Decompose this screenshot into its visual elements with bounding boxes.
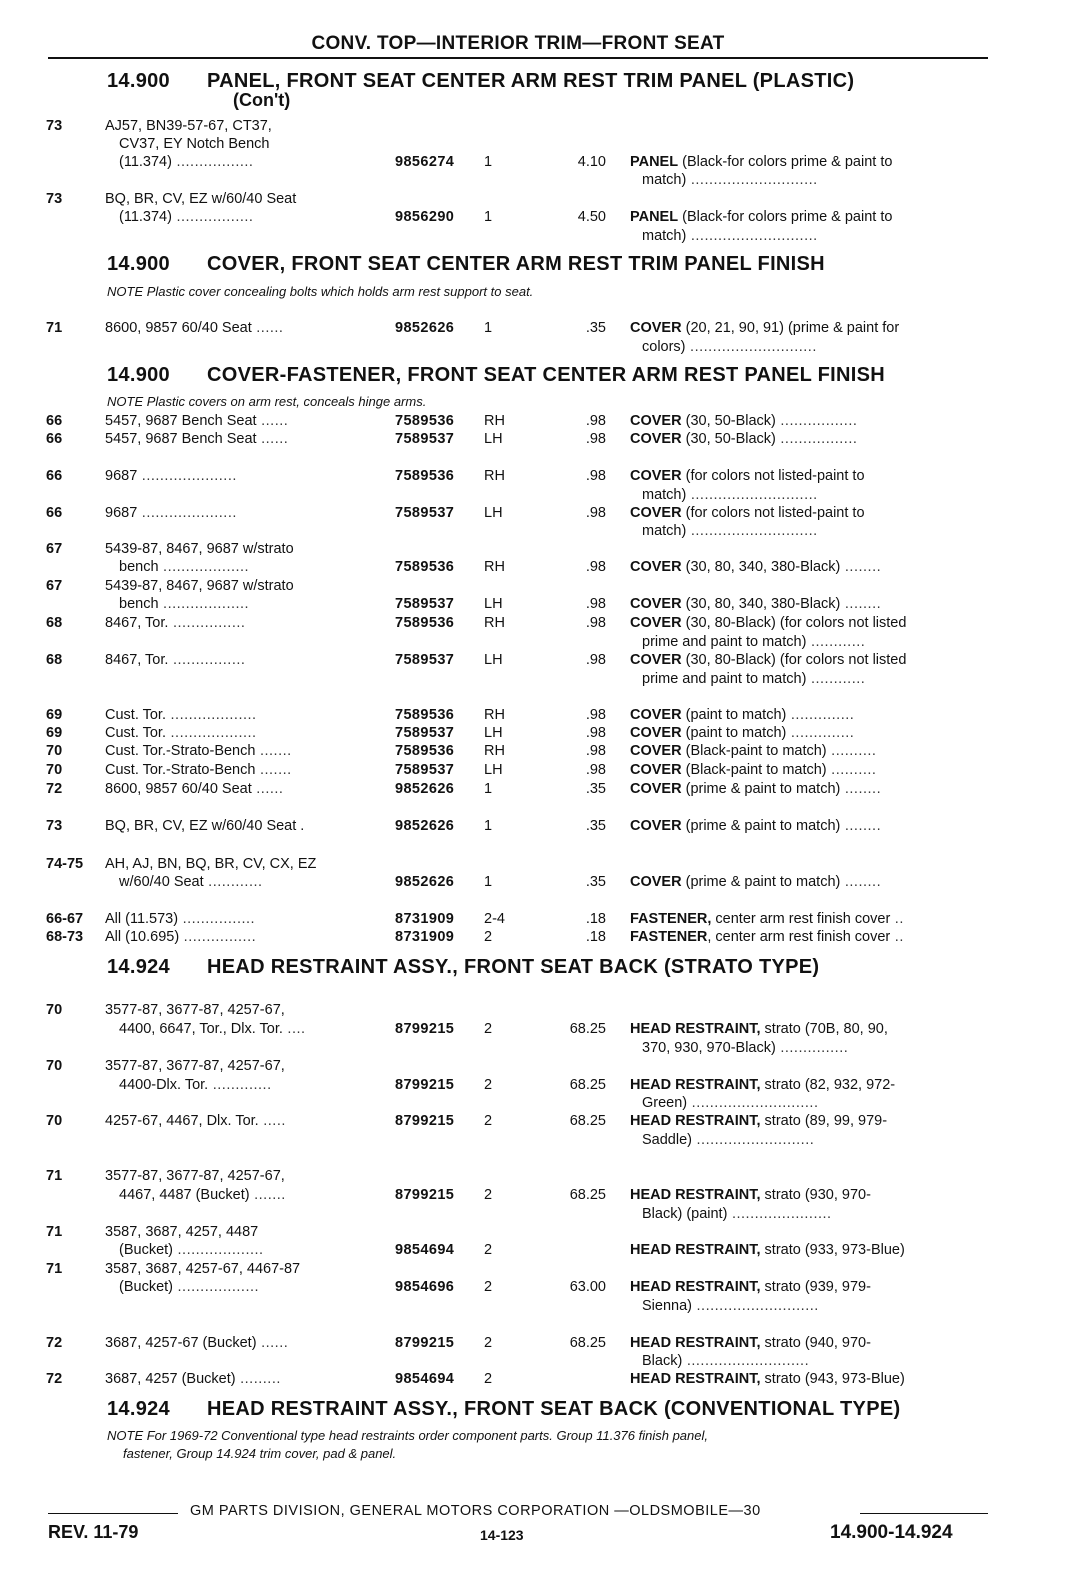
model-usage: 9687 .....................: [105, 505, 237, 521]
parts-row: [0, 761, 1075, 781]
parts-row: [0, 1039, 1075, 1059]
description: FASTENER, center arm rest finish cover ..: [630, 929, 904, 945]
section-title: COVER, FRONT SEAT CENTER ARM REST TRIM PANEL FINISH: [207, 253, 825, 275]
quantity: LH: [484, 725, 503, 741]
description: HEAD RESTRAINT, strato (930, 970-: [630, 1187, 871, 1203]
price: .98: [585, 762, 606, 778]
quantity: LH: [484, 505, 503, 521]
description: match) ............................: [642, 228, 818, 244]
parts-row: [0, 1205, 1075, 1225]
parts-row: [0, 595, 1075, 615]
illustration-number: 69: [46, 707, 63, 723]
section-number: 14.900: [107, 70, 170, 92]
quantity: RH: [484, 468, 505, 484]
part-number: 9852626: [395, 781, 455, 797]
model-usage: 9687 .....................: [105, 468, 237, 484]
model-usage: 3587, 3687, 4257, 4487: [105, 1224, 259, 1240]
parts-row: [0, 486, 1075, 506]
part-number: 7589537: [395, 505, 455, 521]
model-usage: 4257-67, 4467, Dlx. Tor. .....: [105, 1113, 286, 1129]
description: COVER (30, 80, 340, 380-Black) ........: [630, 596, 882, 612]
section-note-continued: fastener, Group 14.924 trim cover, pad & panel.: [123, 1446, 397, 1461]
description: HEAD RESTRAINT, strato (82, 932, 972-: [630, 1077, 896, 1093]
model-usage: bench ...................: [119, 559, 250, 575]
parts-row: [0, 1001, 1075, 1021]
parts-row: [0, 1057, 1075, 1077]
part-number: 9854694: [395, 1242, 455, 1258]
description: COVER (20, 21, 90, 91) (prime & paint for: [630, 320, 900, 336]
quantity: 2: [484, 1242, 493, 1258]
part-number: 8799215: [395, 1113, 455, 1129]
quantity: 2-4: [484, 911, 505, 927]
section-title: HEAD RESTRAINT ASSY., FRONT SEAT BACK (STRATO TYPE): [207, 956, 820, 978]
description: PANEL (Black-for colors prime & paint to: [630, 209, 893, 225]
part-number: 7589536: [395, 559, 455, 575]
parts-row: [0, 670, 1075, 690]
model-usage: Cust. Tor. ...................: [105, 725, 257, 741]
illustration-number: 69: [46, 725, 63, 741]
illustration-number: 67: [46, 541, 63, 557]
parts-row: [0, 1131, 1075, 1151]
model-usage: 8600, 9857 60/40 Seat ......: [105, 781, 284, 797]
parts-row: [0, 117, 1075, 137]
model-usage: (11.374) .................: [119, 209, 254, 225]
price: .18: [585, 911, 606, 927]
parts-row: [0, 1020, 1075, 1040]
quantity: 1: [484, 874, 493, 890]
part-number: 8731909: [395, 929, 455, 945]
price: .98: [585, 596, 606, 612]
illustration-number: 70: [46, 1113, 63, 1129]
part-number: 9854696: [395, 1279, 455, 1295]
quantity: 1: [484, 154, 493, 170]
quantity: 1: [484, 781, 493, 797]
illustration-number: 71: [46, 1224, 63, 1240]
description: COVER (Black-paint to match) ..........: [630, 743, 877, 759]
quantity: RH: [484, 615, 505, 631]
quantity: 2: [484, 1077, 493, 1093]
description: PANEL (Black-for colors prime & paint to: [630, 154, 893, 170]
section-number: 14.924: [107, 1398, 170, 1420]
model-usage: All (10.695) ................: [105, 929, 257, 945]
parts-row: [0, 910, 1075, 930]
parts-row: [0, 1076, 1075, 1096]
part-number: 9852626: [395, 818, 455, 834]
part-number: 8799215: [395, 1187, 455, 1203]
model-usage: 5457, 9687 Bench Seat ......: [105, 413, 289, 429]
model-usage: 4400, 6647, Tor., Dlx. Tor. ....: [119, 1021, 306, 1037]
parts-row: [0, 1352, 1075, 1372]
part-number: 9852626: [395, 874, 455, 890]
model-usage: 4467, 4487 (Bucket) .......: [119, 1187, 286, 1203]
illustration-number: 71: [46, 1168, 63, 1184]
parts-row: [0, 1223, 1075, 1243]
description: HEAD RESTRAINT, strato (933, 973-Blue): [630, 1242, 905, 1258]
section-range: 14.900-14.924: [830, 1522, 953, 1543]
description: colors) ............................: [642, 339, 817, 355]
price: .18: [585, 929, 606, 945]
quantity: LH: [484, 762, 503, 778]
model-usage: AJ57, BN39-57-67, CT37,: [105, 118, 272, 134]
description: COVER (for colors not listed-paint to: [630, 468, 865, 484]
section-number: 14.924: [107, 956, 170, 978]
illustration-number: 70: [46, 1002, 63, 1018]
parts-row: [0, 928, 1075, 948]
parts-row: [0, 1186, 1075, 1206]
illustration-number: 72: [46, 1335, 63, 1351]
price: 63.00: [569, 1279, 606, 1295]
header-rule: [48, 57, 988, 59]
parts-row: [0, 190, 1075, 210]
quantity: 2: [484, 1335, 493, 1351]
part-number: 9852626: [395, 320, 455, 336]
illustration-number: 66: [46, 505, 63, 521]
section-heading: [107, 70, 854, 93]
price: .98: [585, 559, 606, 575]
price: 68.25: [569, 1335, 606, 1351]
quantity: 2: [484, 1187, 493, 1203]
price: 4.10: [577, 154, 606, 170]
description: HEAD RESTRAINT, strato (940, 970-: [630, 1335, 871, 1351]
price: .98: [585, 615, 606, 631]
parts-row: [0, 873, 1075, 893]
parts-row: [0, 1370, 1075, 1390]
illustration-number: 71: [46, 320, 63, 336]
section-heading: [107, 1398, 900, 1421]
description: match) ............................: [642, 172, 818, 188]
price: .35: [585, 818, 606, 834]
model-usage: 4400-Dlx. Tor. .............: [119, 1077, 272, 1093]
quantity: LH: [484, 652, 503, 668]
parts-row: [0, 780, 1075, 800]
section-note: NOTE Plastic cover concealing bolts which holds arm rest support to seat.: [107, 284, 534, 299]
part-number: 8731909: [395, 911, 455, 927]
description: HEAD RESTRAINT, strato (70B, 80, 90,: [630, 1021, 888, 1037]
quantity: 1: [484, 818, 493, 834]
parts-row: [0, 522, 1075, 542]
price: .98: [585, 505, 606, 521]
price: 68.25: [569, 1021, 606, 1037]
section-heading: [107, 253, 825, 276]
section-heading: [107, 956, 819, 979]
parts-row: [0, 855, 1075, 875]
description: Black) ...........................: [642, 1353, 810, 1369]
illustration-number: 72: [46, 1371, 63, 1387]
model-usage: BQ, BR, CV, EZ w/60/40 Seat: [105, 191, 297, 207]
model-usage: 3687, 4257-67 (Bucket) ......: [105, 1335, 289, 1351]
parts-row: [0, 467, 1075, 487]
model-usage: 3577-87, 3677-87, 4257-67,: [105, 1002, 285, 1018]
illustration-number: 74-75: [46, 856, 84, 872]
price: 68.25: [569, 1113, 606, 1129]
description: COVER (paint to match) ..............: [630, 707, 855, 723]
parts-row: [0, 651, 1075, 671]
parts-row: [0, 319, 1075, 339]
parts-row: [0, 742, 1075, 762]
quantity: 2: [484, 929, 493, 945]
parts-row: [0, 540, 1075, 560]
quantity: LH: [484, 596, 503, 612]
illustration-number: 70: [46, 743, 63, 759]
illustration-number: 71: [46, 1261, 63, 1277]
price: 68.25: [569, 1077, 606, 1093]
illustration-number: 70: [46, 1058, 63, 1074]
model-usage: (Bucket) ..................: [119, 1279, 260, 1295]
quantity: 2: [484, 1113, 493, 1129]
model-usage: 5439-87, 8467, 9687 w/strato: [105, 578, 294, 594]
part-number: 7589536: [395, 413, 455, 429]
model-usage: Cust. Tor.-Strato-Bench .......: [105, 743, 292, 759]
parts-row: [0, 1241, 1075, 1261]
page-title: CONV. TOP—INTERIOR TRIM—FRONT SEAT: [311, 33, 725, 54]
parts-row: [0, 1297, 1075, 1317]
model-usage: 3577-87, 3677-87, 4257-67,: [105, 1058, 285, 1074]
price: .98: [585, 743, 606, 759]
description: COVER (prime & paint to match) ........: [630, 818, 882, 834]
parts-row: [0, 817, 1075, 837]
quantity: RH: [484, 559, 505, 575]
description: prime and paint to match) ............: [642, 634, 866, 650]
parts-row: [0, 1260, 1075, 1280]
page-number: 14-123: [480, 1527, 524, 1543]
model-usage: Cust. Tor. ...................: [105, 707, 257, 723]
model-usage: 3577-87, 3677-87, 4257-67,: [105, 1168, 285, 1184]
illustration-number: 72: [46, 781, 63, 797]
illustration-number: 66-67: [46, 911, 84, 927]
illustration-number: 66: [46, 431, 63, 447]
parts-row: [0, 1334, 1075, 1354]
part-number: 7589536: [395, 468, 455, 484]
model-usage: w/60/40 Seat ............: [119, 874, 263, 890]
model-usage: BQ, BR, CV, EZ w/60/40 Seat .: [105, 818, 305, 834]
section-continued: (Con't): [233, 90, 291, 110]
price: 68.25: [569, 1187, 606, 1203]
section-title: PANEL, FRONT SEAT CENTER ARM REST TRIM PANEL (PLASTIC): [207, 70, 855, 92]
illustration-number: 70: [46, 762, 63, 778]
part-number: 7589537: [395, 762, 455, 778]
parts-row: [0, 558, 1075, 578]
illustration-number: 68: [46, 652, 63, 668]
section-number: 14.900: [107, 253, 170, 275]
illustration-number: 67: [46, 578, 63, 594]
price: .35: [585, 320, 606, 336]
model-usage: 8467, Tor. ................: [105, 652, 246, 668]
description: Black) (paint) ......................: [642, 1206, 832, 1222]
price: .35: [585, 874, 606, 890]
parts-row: [0, 1094, 1075, 1114]
footer-division: GM PARTS DIVISION, GENERAL MOTORS CORPORATION —OLDSMOBILE—30: [190, 1503, 761, 1519]
price: .35: [585, 781, 606, 797]
model-usage: 3587, 3687, 4257-67, 4467-87: [105, 1261, 301, 1277]
section-title: HEAD RESTRAINT ASSY., FRONT SEAT BACK (CONVENTIONAL TYPE): [207, 1398, 901, 1420]
parts-row: [0, 504, 1075, 524]
part-number: 7589537: [395, 725, 455, 741]
quantity: LH: [484, 431, 503, 447]
illustration-number: 73: [46, 118, 63, 134]
part-number: 8799215: [395, 1077, 455, 1093]
quantity: 2: [484, 1279, 493, 1295]
description: COVER (30, 50-Black) .................: [630, 413, 858, 429]
illustration-number: 66: [46, 468, 63, 484]
parts-row: [0, 338, 1075, 358]
description: Green) ............................: [642, 1095, 819, 1111]
parts-row: [0, 430, 1075, 450]
model-usage: 8467, Tor. ................: [105, 615, 246, 631]
price: .98: [585, 652, 606, 668]
parts-row: [0, 135, 1075, 155]
quantity: 2: [484, 1371, 493, 1387]
section-number: 14.900: [107, 364, 170, 386]
model-usage: CV37, EY Notch Bench: [119, 136, 270, 152]
description: COVER (30, 80-Black) (for colors not listed: [630, 652, 907, 668]
illustration-number: 73: [46, 191, 63, 207]
quantity: RH: [484, 707, 505, 723]
description: prime and paint to match) ............: [642, 671, 866, 687]
description: COVER (Black-paint to match) ..........: [630, 762, 877, 778]
parts-row: [0, 1278, 1075, 1298]
section-note: NOTE For 1969-72 Conventional type head restraints order component parts. Group 11.376 finish panel,: [107, 1428, 708, 1443]
model-usage: AH, AJ, BN, BQ, BR, CV, CX, EZ: [105, 856, 317, 872]
part-number: 9856290: [395, 209, 455, 225]
price: 4.50: [577, 209, 606, 225]
parts-row: [0, 208, 1075, 228]
part-number: 7589537: [395, 652, 455, 668]
part-number: 7589537: [395, 431, 455, 447]
parts-row: [0, 1112, 1075, 1132]
description: COVER (prime & paint to match) ........: [630, 781, 882, 797]
quantity: 2: [484, 1021, 493, 1037]
model-usage: (11.374) .................: [119, 154, 254, 170]
quantity: 1: [484, 209, 493, 225]
price: .98: [585, 725, 606, 741]
model-usage: All (11.573) ................: [105, 911, 256, 927]
illustration-number: 68: [46, 615, 63, 631]
model-usage: bench ...................: [119, 596, 250, 612]
description: COVER (30, 80, 340, 380-Black) ........: [630, 559, 882, 575]
quantity: RH: [484, 743, 505, 759]
part-number: 7589536: [395, 743, 455, 759]
section-note: NOTE Plastic covers on arm rest, conceals hinge arms.: [107, 394, 427, 409]
footer-rule-left: [48, 1513, 178, 1514]
quantity: RH: [484, 413, 505, 429]
description: COVER (30, 50-Black) .................: [630, 431, 858, 447]
illustration-number: 73: [46, 818, 63, 834]
footer-rule-right: [860, 1513, 988, 1514]
description: Sienna) ...........................: [642, 1298, 819, 1314]
description: COVER (30, 80-Black) (for colors not listed: [630, 615, 907, 631]
part-number: 9856274: [395, 154, 455, 170]
illustration-number: 66: [46, 413, 63, 429]
description: match) ............................: [642, 523, 818, 539]
price: .98: [585, 468, 606, 484]
parts-row: [0, 633, 1075, 653]
parts-row: [0, 1167, 1075, 1187]
part-number: 9854694: [395, 1371, 455, 1387]
part-number: 7589536: [395, 615, 455, 631]
part-number: 7589536: [395, 707, 455, 723]
model-usage: 3687, 4257 (Bucket) .........: [105, 1371, 281, 1387]
description: FASTENER, center arm rest finish cover ..: [630, 911, 904, 927]
part-number: 8799215: [395, 1335, 455, 1351]
revision-label: REV. 11-79: [48, 1522, 139, 1542]
parts-row: [0, 227, 1075, 247]
model-usage: (Bucket) ...................: [119, 1242, 264, 1258]
price: .98: [585, 707, 606, 723]
description: HEAD RESTRAINT, strato (89, 99, 979-: [630, 1113, 888, 1129]
parts-row: [0, 724, 1075, 744]
model-usage: 8600, 9857 60/40 Seat ......: [105, 320, 284, 336]
model-usage: 5439-87, 8467, 9687 w/strato: [105, 541, 294, 557]
price: .98: [585, 431, 606, 447]
model-usage: Cust. Tor.-Strato-Bench .......: [105, 762, 292, 778]
section-title: COVER-FASTENER, FRONT SEAT CENTER ARM REST PANEL FINISH: [207, 364, 886, 386]
description: COVER (prime & paint to match) ........: [630, 874, 882, 890]
description: COVER (paint to match) ..............: [630, 725, 855, 741]
description: Saddle) ..........................: [642, 1132, 815, 1148]
description: match) ............................: [642, 487, 818, 503]
parts-row: [0, 706, 1075, 726]
parts-row: [0, 153, 1075, 173]
parts-row: [0, 614, 1075, 634]
illustration-number: 68-73: [46, 929, 84, 945]
parts-row: [0, 171, 1075, 191]
part-number: 8799215: [395, 1021, 455, 1037]
price: .98: [585, 413, 606, 429]
section-heading: [107, 364, 885, 387]
part-number: 7589537: [395, 596, 455, 612]
description: HEAD RESTRAINT, strato (943, 973-Blue): [630, 1371, 905, 1387]
description: 370, 930, 970-Black) ...............: [642, 1040, 849, 1056]
description: HEAD RESTRAINT, strato (939, 979-: [630, 1279, 871, 1295]
parts-row: [0, 412, 1075, 432]
parts-row: [0, 577, 1075, 597]
model-usage: 5457, 9687 Bench Seat ......: [105, 431, 289, 447]
description: COVER (for colors not listed-paint to: [630, 505, 865, 521]
quantity: 1: [484, 320, 493, 336]
